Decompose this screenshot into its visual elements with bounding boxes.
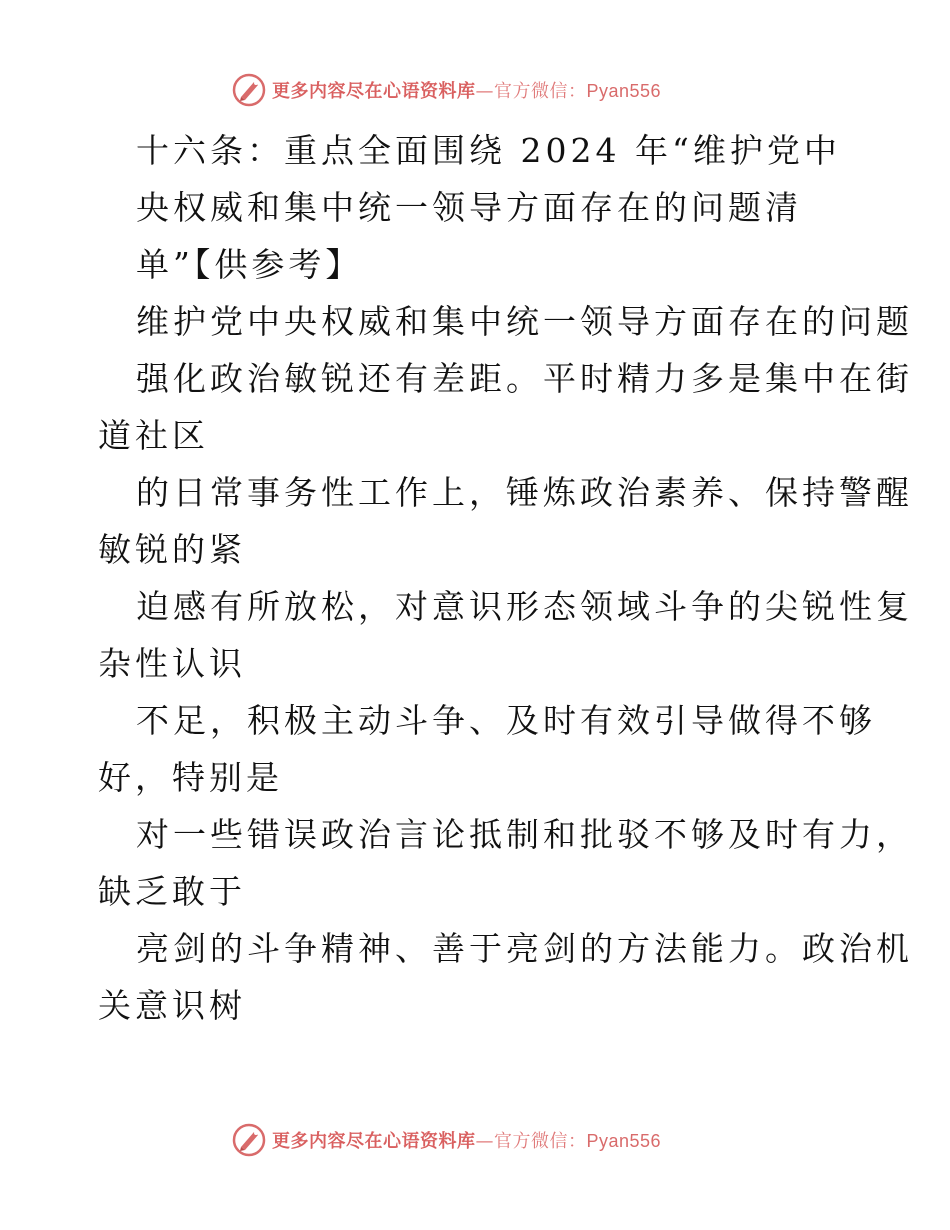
pen-logo-icon — [232, 73, 266, 107]
banner-wechat-label: —官方微信： — [475, 1131, 587, 1152]
banner-wechat-id: Pyan556 — [586, 81, 662, 101]
paragraph-line: 道社区 — [98, 416, 209, 455]
section-heading: 维护党中央权威和集中统一领导方面存在的问题 — [136, 302, 913, 341]
banner-library-name: 更多内容尽在心语资料库 — [272, 81, 476, 102]
title-line: 央权威和集中统一领导方面存在的问题清 — [136, 188, 802, 227]
banner-wechat-label: —官方微信： — [475, 81, 587, 102]
title-line: 单”【供参考】 — [136, 245, 363, 284]
title-line: 十六条：重点全面围绕 2024 年“维护党中 — [136, 131, 841, 170]
footer-banner — [232, 1120, 661, 1160]
banner-text — [272, 1127, 661, 1153]
paragraph-line: 不足，积极主动斗争、及时有效引导做得不够 — [136, 701, 876, 740]
paragraph-line: 的日常事务性工作上，锤炼政治素养、保持警醒 — [136, 473, 913, 512]
paragraph-line: 对一些错误政治言论抵制和批驳不够及时有力， — [136, 815, 913, 854]
paragraph-line: 亮剑的斗争精神、善于亮剑的方法能力。政治机 — [136, 929, 913, 968]
pen-logo-icon — [232, 1123, 266, 1157]
paragraph-line: 缺乏敢于 — [98, 872, 246, 911]
paragraph-line: 强化政治敏锐还有差距。平时精力多是集中在街 — [136, 359, 913, 398]
banner-wechat-id: Pyan556 — [586, 1131, 662, 1151]
paragraph-line: 敏锐的紧 — [98, 530, 246, 569]
header-banner — [232, 70, 661, 110]
paragraph-line: 关意识树 — [98, 986, 246, 1025]
banner-library-name: 更多内容尽在心语资料库 — [272, 1131, 476, 1152]
paragraph-line: 杂性认识 — [98, 644, 246, 683]
document-body — [98, 122, 913, 1034]
paragraph-line: 好，特别是 — [98, 758, 283, 797]
banner-text — [272, 77, 661, 103]
paragraph-line: 迫感有所放松，对意识形态领域斗争的尖锐性复 — [136, 587, 913, 626]
